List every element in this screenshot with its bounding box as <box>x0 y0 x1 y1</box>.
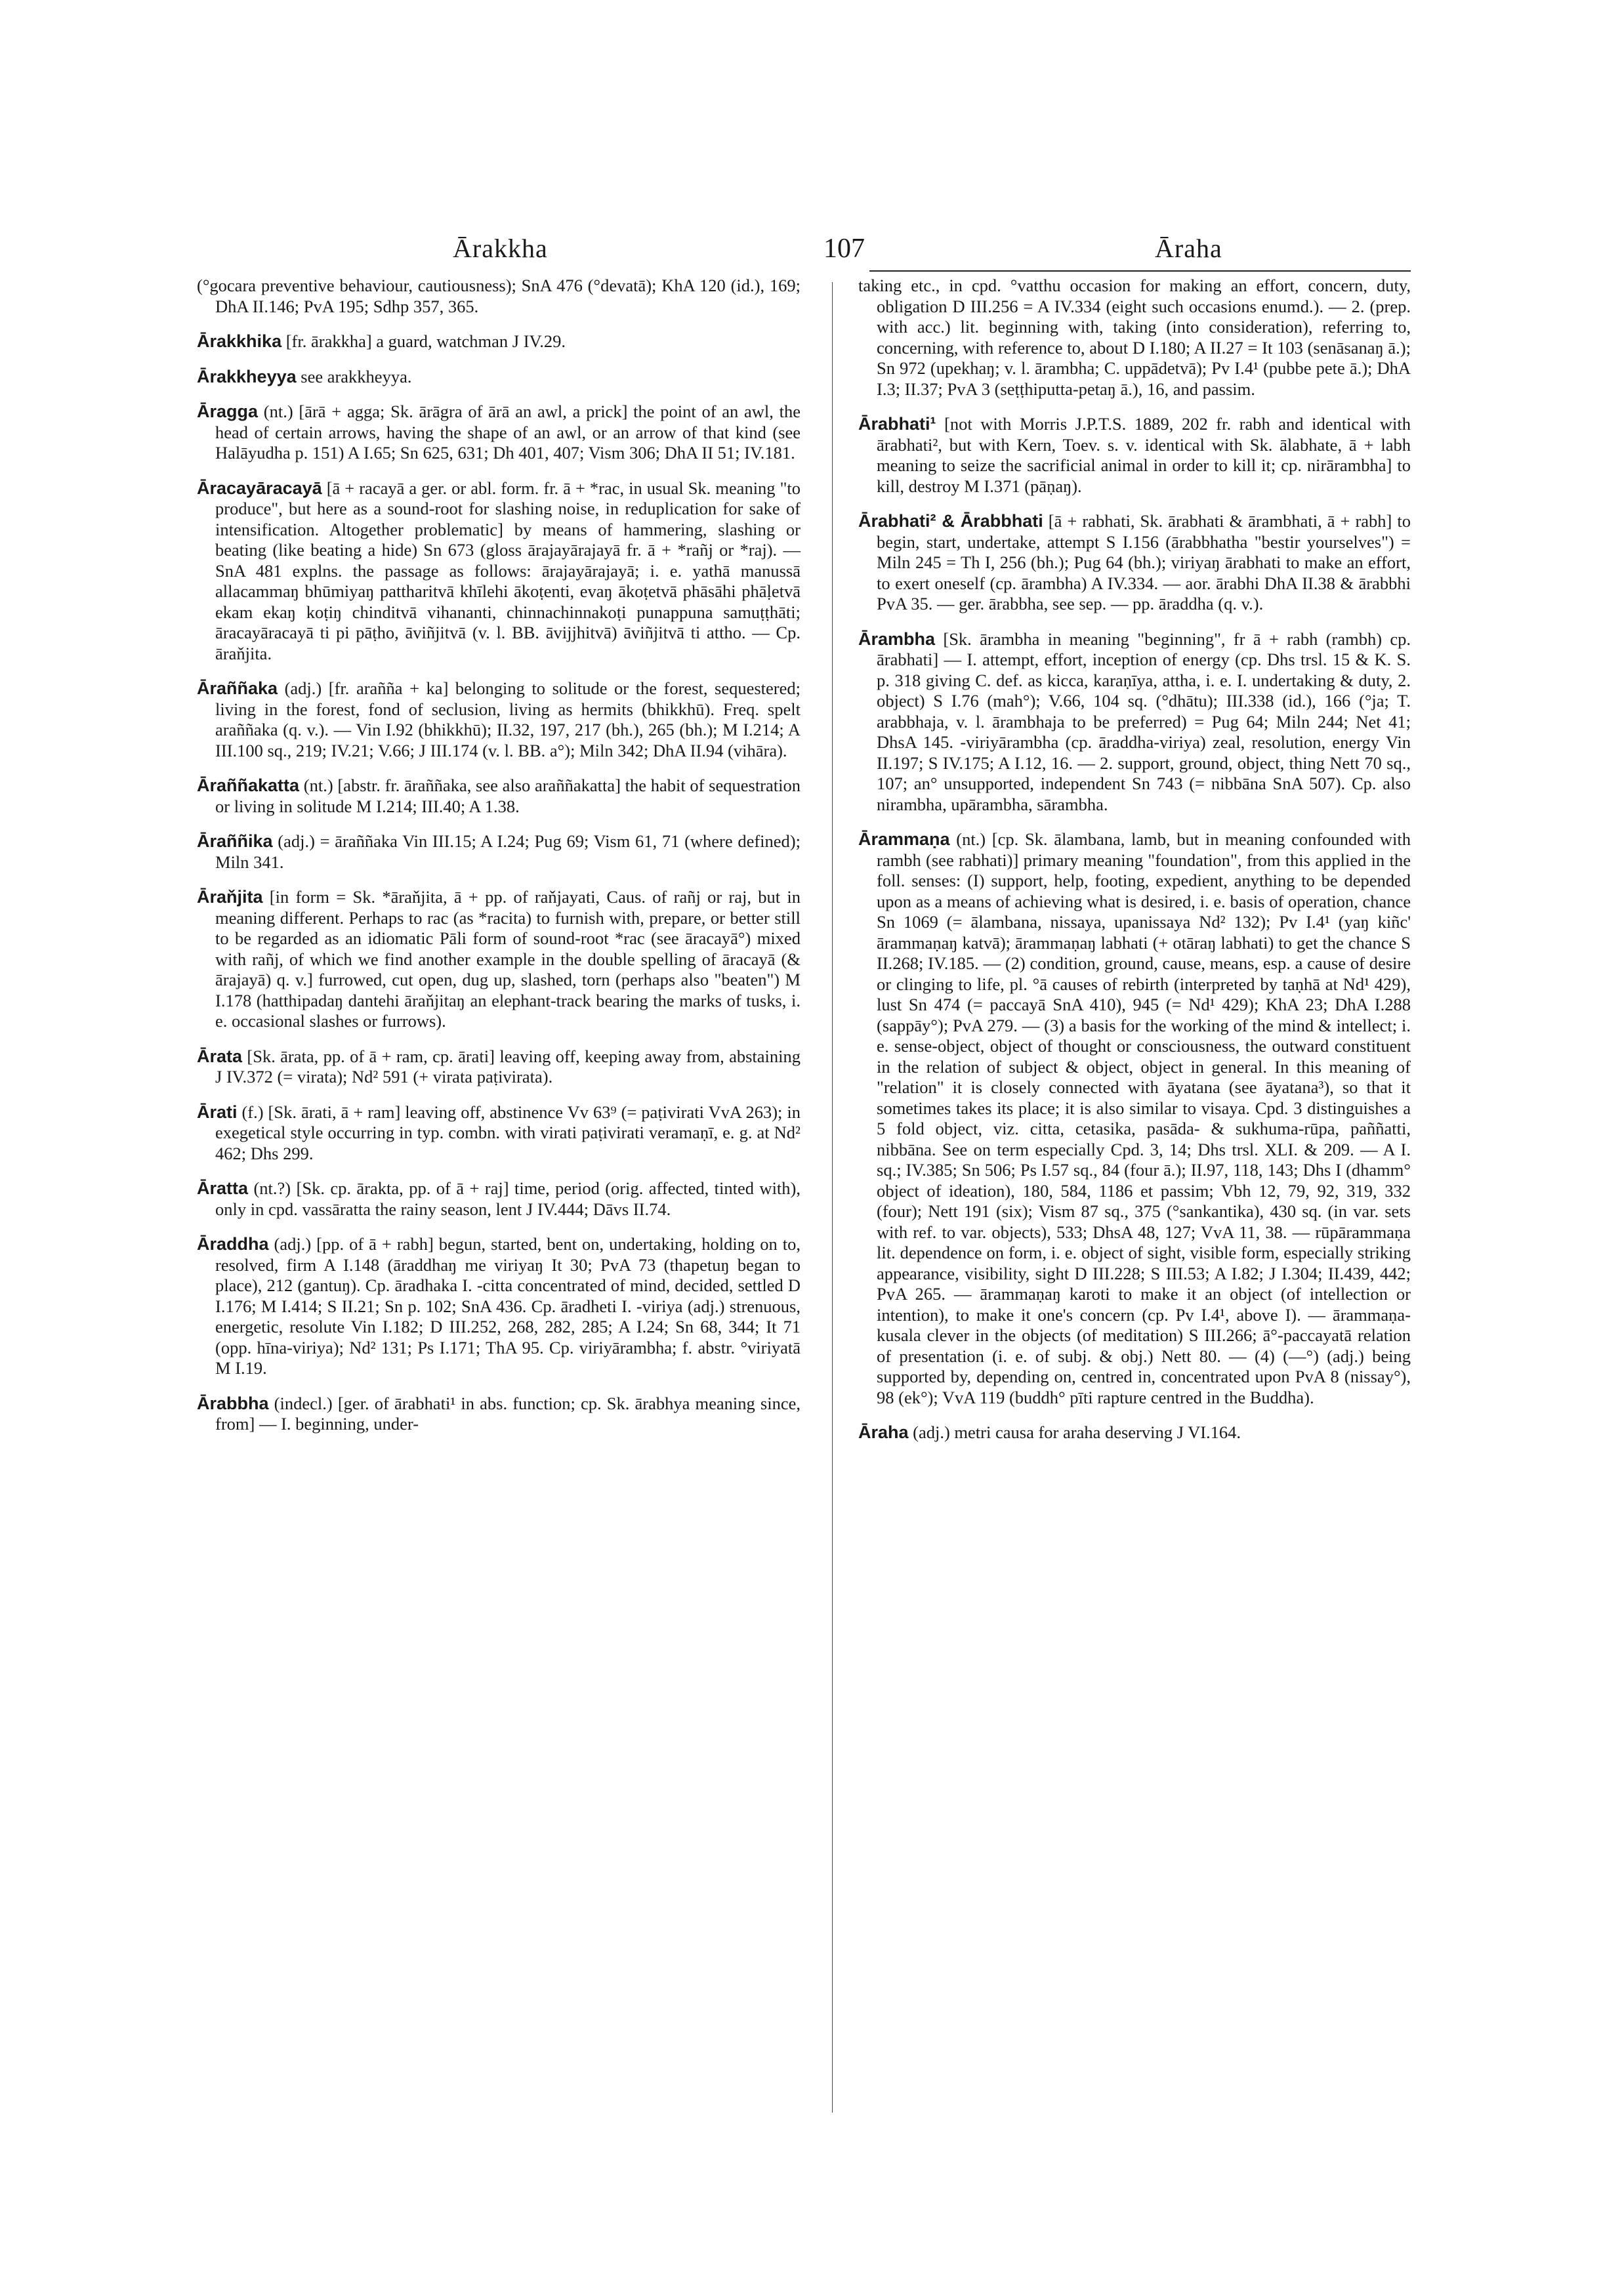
dictionary-entry <box>197 331 801 352</box>
headword: Ārabbha <box>197 1393 269 1413</box>
entry-text: (adj.) [fr. arañña + ka] belonging to solitude or the forest, sequestered; living in the forest, fond of seclusion, living as hermits (bhikkhū). Freq. spelt araññaka (q. v.). — Vin I.92 (bhikkhū); II.32, 197, 217 (bh.), 265 (bh.); M I.214; A III.100 sq., 219; IV.21; V.66; J III.174 (v. l. BB. a°); Miln 342; DhA II.94 (vihāra). <box>215 678 801 760</box>
entry-text: (indecl.) [ger. of ārabhati¹ in abs. function; cp. Sk. ārabhya meaning since, from] — I. beginning, under- <box>215 1393 801 1434</box>
headword: Ārabhati¹ <box>858 414 936 434</box>
entry-text: [ā + rabhati, Sk. ārabhati & ārambhati, ā + rabh] to begin, start, undertake, attempt S I.156 (ārabbhatha "bestir yourselves") = Miln 245 = Th I, 256 (bh.); Pug 64 (bh.); viriyaŋ ārabhati to make an effort, to exert oneself (cp. ārambha) A IV.334. — aor. ārabhi DhA II.38 & ārabbhi PvA 35. — ger. ārabbha, see sep. — pp. āraddha (q. v.). <box>877 511 1411 613</box>
right-column <box>858 276 1411 1458</box>
dictionary-entry <box>197 887 801 1032</box>
running-header <box>194 233 1427 272</box>
headword: Āraha <box>858 1422 909 1442</box>
entry-text: (nt.) [cp. Sk. ālambana, lamb, but in meaning confounded with rambh (see rabhati)] primary meaning "foundation", from this applied in the foll. senses: (I) support, help, footing, expedient, anything to be depended upon as a means of achieving what is desired, i. e. basis of operation, chance Sn 1069 (= ālambana, nissaya, upanissaya Nd² 132); Pv I.4¹ (yaŋ kiñc' ārammaṇaŋ katvā); ārammaṇaŋ labhati (+ otāraŋ labhati) to get the chance S II.268; IV.185. — (2) condition, ground, cause, means, esp. a cause of desire or clinging to life, pl. °ā causes of rebirth (interpreted by taṇhā at Nd¹ 429), lust Sn 474 (= paccayā SnA 410), 945 (= Nd¹ 429); KhA 23; DhA I.288 (sappāy°); PvA 279. — (3) a basis for the working of the mind & intellect; i. e. sense-object, object of thought or consciousness, the outward constituent in the relation of subject & object, object in general. In this meaning of "relation" it is closely connected with āyatana (see āyatana³), so that it sometimes takes its place; it is also similar to visaya. Cpd. 3 distinguishes a 5 fold object, viz. citta, cetasika, pasāda- & sukhuma-rūpa, paññatti, nibbāna. See on term especially Cpd. 3, 14; Dhs trsl. XLI. & 209. — A I. sq.; IV.385; Sn 506; Ps I.57 sq., 84 (four ā.); II.97, 118, 143; Dhs I (dhamm° object of ideation), 180, 584, 1186 et passim; Vbh 12, 79, 92, 319, 332 (four); Nett 191 (six); Vism 87 sq., 375 (°sankantika), 430 sq. (in var. sets with ref. to var. objects), 533; DhsA 48, 127; VvA 11, 38. — rūpārammaṇa lit. dependence on form, i. e. object of sight, visible form, especially striking appearance, visibility, sight D III.228; S III.53; A I.82; J I.304; II.439, 442; PvA 265. — ārammaṇaŋ karoti to make it an object (of intellection or intention), to make it one's concern (cp. Pv I.4¹, above I). — ārammaṇa-kusala clever in the objects (of meditation) S III.266; ā°-paccayatā relation of presentation (i. e. of subj. & obj.) Nett 80. — (4) (—°) (adj.) being supported by, depending on, centred in, concentrated upon PvA 8 (nissay°), 98 (ek°); VvA 119 (buddh° pīti rapture centred in the Buddha). <box>877 829 1411 1407</box>
header-right-word: Āraha <box>1155 234 1222 263</box>
entry-text: [in form = Sk. *āraňjita, ā + pp. of raňjayati, Caus. of rañj or raj, but in meaning different. Perhaps to rac (as *racita) to furnish with, prepare, or better still to be regarded as an idiomatic Pāli form of sound-root *rac (see āracayā°) mixed with rañj, of which we find another example in the double spelling of āracayā (& ārajayā) q. v.] furrowed, cut open, dug up, slashed, torn (perhaps also "beaten") M I.178 (hatthipadaŋ dantehi āraňjitaŋ an elephant-track bearing the marks of tusks, i. e. occasional slashes or furrows). <box>215 887 801 1031</box>
dictionary-entry <box>197 775 801 817</box>
dictionary-entry <box>197 1046 801 1088</box>
dictionary-entry <box>858 414 1411 497</box>
dictionary-entry <box>197 276 801 317</box>
left-column <box>197 276 801 1449</box>
entry-text: taking etc., in cpd. °vatthu occasion for making an effort, concern, duty, obligation D III.256 = A IV.334 (eight such occasions enumd.). — 2. (prep. with acc.) lit. beginning with, taking (into consideration), referring to, concerning, with reference to, about D I.180; A II.27 = It 103 (senāsanaŋ ā.); Sn 972 (upekhaŋ; v. l. ārambha; C. uppādetvā); Pv I.4¹ (pubbe pete ā.); DhA I.3; II.37; PvA 3 (seṭṭhiputta-petaŋ ā.), 16, and passim. <box>858 276 1411 399</box>
dictionary-entry <box>197 1394 801 1435</box>
headword: Āragga <box>197 402 259 421</box>
headword: Āratta <box>197 1178 249 1198</box>
page-number: 107 <box>823 234 865 264</box>
dictionary-entry <box>197 678 801 761</box>
entry-text: [Sk. ārata, pp. of ā + ram, cp. ārati] leaving off, keeping away from, abstaining J IV.372 (= virata); Nd² 591 (+ virata paṭivirata). <box>215 1046 801 1086</box>
headword: Ārata <box>197 1046 243 1066</box>
headword: Āracayāracayā <box>197 478 322 498</box>
headword: Ārati <box>197 1102 238 1122</box>
entry-text: [ā + racayā a ger. or abl. form. fr. ā + *rac, in usual Sk. meaning "to produce", but here as a sound-root for slashing noise, in reduplication for sake of intensification. Altogether problematic] by means of hammering, slashing or beating (like beating a hide) Sn 673 (gloss ārajayārajayā fr. ā + *rañj or *raj). — SnA 481 explns. the passage as follows: ārajayārajayā; i. e. yathā manussā allacammaŋ bhūmiyaŋ pattharitvā khīlehi ākoṭenti, evaŋ ākoṭetvā phāsāhi phāḷetvā ekam ekaŋ koṭiŋ chinditvā vihananti, chinnachinnakoṭi punappuna samuṭṭhāti; āracayāracayā ti pi pāṭho, āviñjitvā (v. l. BB. āvijjhitvā) āviñjitvā ti attho. — Cp. āraňjita. <box>215 478 801 663</box>
dictionary-entry <box>197 831 801 873</box>
headword: Ārakkheyya <box>197 366 297 386</box>
dictionary-entry <box>197 1234 801 1379</box>
dictionary-entry <box>197 367 801 388</box>
entry-text: [fr. ārakkha] a guard, watchman J IV.29. <box>281 331 566 351</box>
entry-text: (adj.) [pp. of ā + rabh] begun, started, bent on, undertaking, holding on to, resolved, firm A I.148 (āraddhaŋ me viriyaŋ It 30; PvA 73 (thapetuŋ began to place), 212 (gantuŋ). Cp. āradhaka I. -citta concentrated of mind, decided, settled D I.176; M I.414; S II.21; Sn p. 102; SnA 436. Cp. āradheti I. -viriya (adj.) strenuous, energetic, resolute Vin I.182; D III.252, 268, 282, 285; A I.24; Sn 68, 344; It 71 (opp. hīna-viriya); Nd² 131; Ps I.171; ThA 95. Cp. viriyārambha; f. abstr. °viriyatā M I.19. <box>215 1234 801 1378</box>
dictionary-entry <box>197 478 801 665</box>
headword: Ārambha <box>858 629 936 649</box>
entry-text: (nt.) [ārā + agga; Sk. ārāgra of ārā an awl, a prick] the point of an awl, the head of certain arrows, having the shape of an awl, or an arrow of that kind (see Halāyudha p. 151) A I.65; Sn 625, 631; Dh 401, 407; Vism 306; DhA II 51; IV.181. <box>215 402 801 463</box>
dictionary-entry <box>858 829 1411 1408</box>
entry-text: (f.) [Sk. ārati, ā + ram] leaving off, abstinence Vv 63⁹ (= paṭivirati VvA 263); in exegetical style occurring in typ. combn. with virati paṭivirati veramaṇī, e. g. at Nd² 462; Dhs 299. <box>215 1102 801 1163</box>
entry-text: (nt.?) [Sk. cp. ārakta, pp. of ā + raj] time, period (orig. affected, tinted with), only in cpd. vassāratta the rainy season, lent J IV.444; Dāvs II.74. <box>215 1178 801 1219</box>
dictionary-entry <box>197 402 801 464</box>
entry-text: (nt.) [abstr. fr. āraññaka, see also araññakatta] the habit of sequestration or living in solitude M I.214; III.40; A 1.38. <box>215 775 801 816</box>
dictionary-entry <box>858 629 1411 816</box>
header-rule <box>869 270 1411 272</box>
dictionary-entry <box>197 1102 801 1165</box>
entry-text: [Sk. ārambha in meaning "beginning", fr ā + rabh (rambh) cp. ārabhati] — I. attempt, effort, inception of energy (cp. Dhs trsl. 15 & K. S. p. 318 giving C. def. as kicca, karaṇīya, attha, i. e. I. undertaking & duty, 2. object) S I.76 (mah°); V.66, 104 sq. (°dhātu); III.338 (id.), 166 (°ja; T. arabbhaja, v. l. ārambhaja to be preferred) = Pug 64; Miln 244; Net 41; DhsA 145. -viriyārambha (cp. āraddha-viriya) zeal, resolution, energy Vin II.197; S IV.175; A I.12, 16. — 2. support, ground, object, thing Nett 70 sq., 107; an° unsupported, independent Sn 743 (= nibbāna SnA 507). Cp. also nirambha, upārambha, sārambha. <box>877 629 1411 814</box>
headword: Ārakkhika <box>197 331 282 351</box>
header-left-word: Ārakkha <box>453 234 548 263</box>
headword: Āraddha <box>197 1234 269 1254</box>
entry-text: see arakkheyya. <box>296 366 412 386</box>
entry-text: [not with Morris J.P.T.S. 1889, 202 fr. rabh and identical with ārabhati², but with Kern, Toev. s. v. identical with Sk. ālabhate, ā + labh meaning to seize the sacrificial animal in order to kill it; cp. nirārambha] to kill, destroy M I.371 (pāṇaŋ). <box>877 414 1411 496</box>
dictionary-entry <box>858 1422 1411 1443</box>
headword: Āraññakatta <box>197 775 300 795</box>
headword: Āraññika <box>197 831 273 851</box>
entry-text: (°gocara preventive behaviour, cautiousness); SnA 476 (°devatā); KhA 120 (id.), 169; DhA II.146; PvA 195; Sdhp 357, 365. <box>197 276 801 316</box>
dictionary-entry <box>858 276 1411 400</box>
dictionary-entry <box>858 511 1411 615</box>
headword: Ārabhati² & Ārabbhati <box>858 511 1043 531</box>
dictionary-entry <box>197 1178 801 1220</box>
headword: Āraňjita <box>197 887 263 907</box>
column-divider <box>832 282 833 2113</box>
entry-text: (adj.) = āraññaka Vin III.15; A I.24; Pug 69; Vism 61, 71 (where defined); Miln 341. <box>215 831 801 872</box>
headword: Ārammaṇa <box>858 829 950 849</box>
headword: Āraññaka <box>197 678 278 698</box>
entry-text: (adj.) metri causa for araha deserving J VI.164. <box>908 1422 1241 1442</box>
